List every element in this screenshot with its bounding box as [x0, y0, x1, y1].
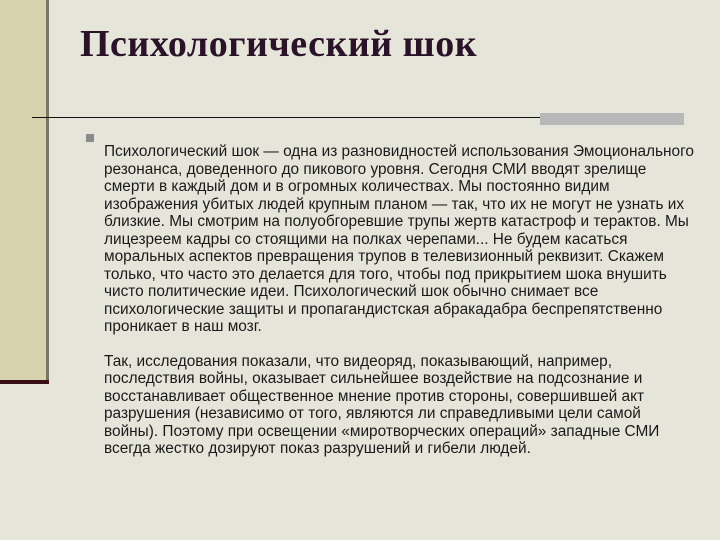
body-paragraph-1: Психологический шок — одна из разновидностей использования Эмоционального резонанса, доведенного до пикового уровня. Сегодня СМИ вводят зрелище смерти в каждый дом и в огромных количествах. Мы постоянно видим изображения убитых людей крупным планом — так, что их не могут не узнать их близкие. Мы смотрим на полуобгоревшие трупы жертв катастроф и терактов. Мы лицезреем кадры со стоящими на полках черепами... Не будем касаться моральных аспектов превращения трупов в телевизионный реквизит. Скажем только, что часто это делается для того, чтобы под прикрытием шока внушить чисто политические идеи. Психологический шок обычно снимает все психологические защиты и пропагандистская абракадабра беспрепятственно проникает в наш мозг.: [104, 143, 694, 335]
square-bullet-icon: [86, 134, 94, 142]
slide-title: Психологический шок: [80, 23, 478, 65]
divider-accent: [540, 113, 684, 125]
slide-body: [104, 143, 694, 458]
body-paragraph-2: Так, исследования показали, что видеоряд, показывающий, например, последствия войны, оказывает сильнейшее воздействие на подсознание и восстанавливает общественное мнение против стороны, совершившей акт разрушения (независимо от того, являются ли справедливыми цели самой войны). Поэтому при освещении «миротворческих операций» западные СМИ всегда жестко дозируют показ разрушений и гибели людей.: [104, 352, 660, 457]
decorative-side-band-end: [0, 380, 49, 384]
decorative-side-band: [0, 0, 49, 382]
